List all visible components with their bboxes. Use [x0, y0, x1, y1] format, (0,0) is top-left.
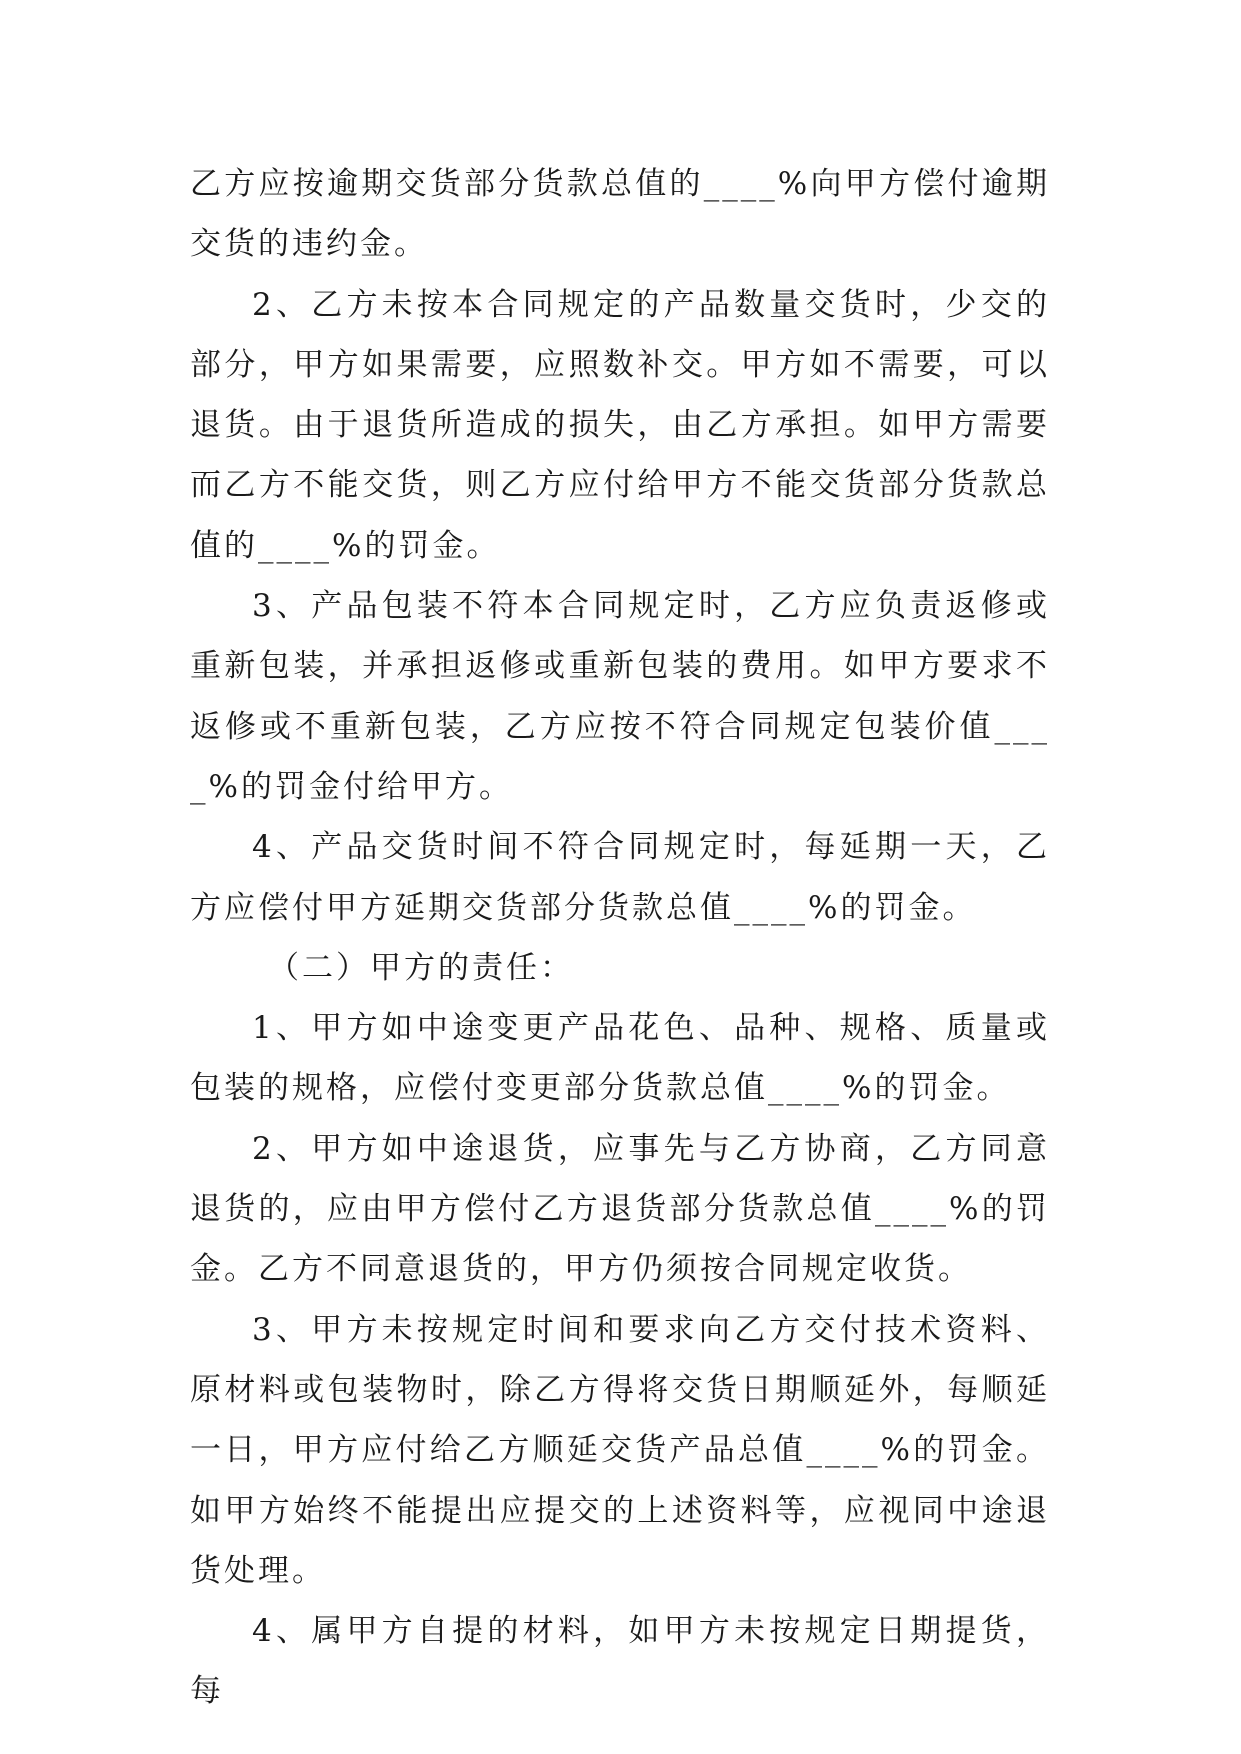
paragraph-clause-a4: 4、属甲方自提的材料，如甲方未按规定日期提货，每: [190, 1613, 1050, 1710]
section-heading-party-a-liability: （二）甲方的责任：: [268, 949, 574, 986]
paragraph-clause-a2: 2、甲方如中途退货，应事先与乙方协商，乙方同意退货的，应由甲方偿付乙方退货部分货款总值____%的罚金。乙方不同意退货的，甲方仍须按合同规定收货。: [190, 1130, 1050, 1288]
paragraph-clause-b3: 3、产品包装不符本合同规定时，乙方应负责返修或重新包装，并承担返修或重新包装的费用。如甲方要求不返修或不重新包装，乙方应按不符合同规定包装价值____%的罚金付给甲方。: [190, 588, 1050, 805]
paragraph-continuation: 乙方应按逾期交货部分货款总值的____%向甲方偿付逾期交货的违约金。: [190, 166, 1050, 263]
paragraph-clause-a3: 3、甲方未按规定时间和要求向乙方交付技术资料、原材料或包装物时，除乙方得将交货日期顺延外，每顺延一日，甲方应付给乙方顺延交货产品总值____%的罚金。如甲方始终不能提出应提交的上述资料等，应视同中途退货处理。: [190, 1311, 1050, 1589]
document-page: [190, 154, 1050, 1710]
paragraph-clause-b4: 4、产品交货时间不符合同规定时，每延期一天，乙方应偿付甲方延期交货部分货款总值____%的罚金。: [190, 829, 1050, 926]
paragraph-clause-b2: 2、乙方未按本合同规定的产品数量交货时，少交的部分，甲方如果需要，应照数补交。甲方如不需要，可以退货。由于退货所造成的损失，由乙方承担。如甲方需要而乙方不能交货，则乙方应付给甲方不能交货部分货款总值的____%的罚金。: [190, 286, 1050, 564]
paragraph-clause-a1: 1、甲方如中途变更产品花色、品种、规格、质量或包装的规格，应偿付变更部分货款总值____%的罚金。: [190, 1010, 1050, 1107]
